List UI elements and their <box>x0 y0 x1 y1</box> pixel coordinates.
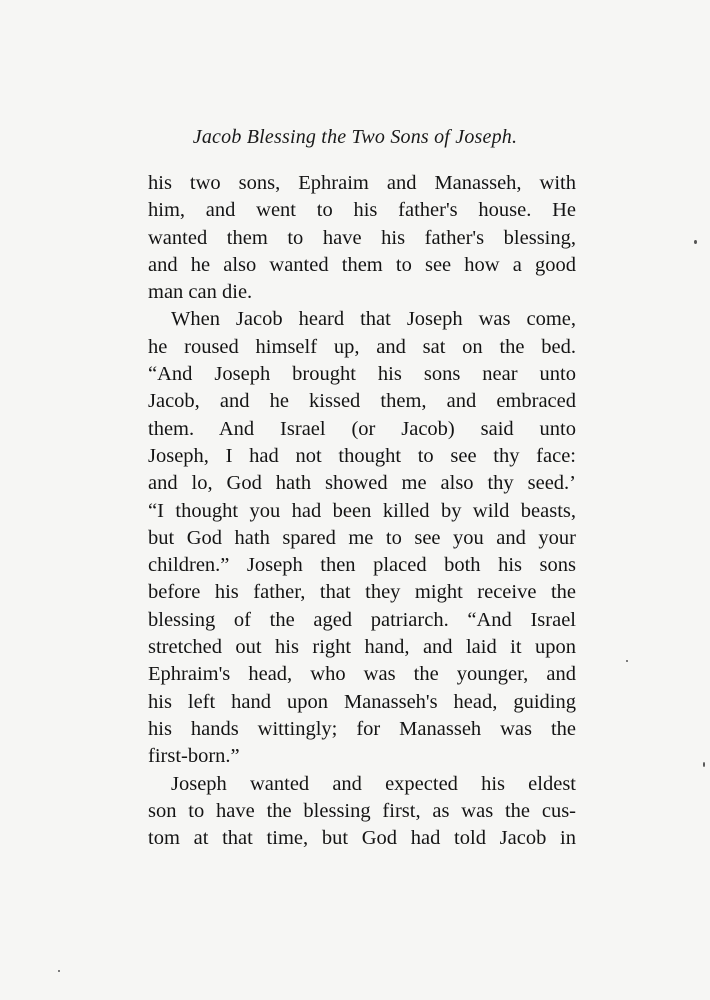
text-line: his two sons, Ephraim and Manasseh, with <box>148 172 576 194</box>
text-line: blessing of the aged patriarch. “And Israel <box>148 608 576 631</box>
text-line: he roused himself up, and sat on the bed. <box>148 335 576 358</box>
text-line: wanted them to have his father's blessing, <box>148 226 576 249</box>
text-line: Joseph wanted and expected his eldest <box>171 772 576 795</box>
text-line: his left hand upon Manasseh's head, guiding <box>148 690 576 713</box>
text-line: and lo, God hath showed me also thy seed.’ <box>148 472 576 495</box>
text-line: his hands wittingly; for Manasseh was the <box>148 717 576 740</box>
text-line: “I thought you had been killed by wild beasts, <box>148 499 576 522</box>
text-line: Jacob, and he kissed them, and embraced <box>148 390 576 413</box>
paragraph-2 <box>148 306 576 770</box>
text-line: but God hath spared me to see you and your <box>148 526 576 549</box>
print-speck <box>694 240 697 244</box>
print-speck <box>626 660 628 662</box>
paragraph-3 <box>148 771 576 853</box>
body-text <box>148 170 576 852</box>
text-line: son to have the blessing first, as was the cus- <box>148 799 576 822</box>
text-line: and he also wanted them to see how a good <box>148 253 576 276</box>
text-line: stretched out his right hand, and laid it upon <box>148 636 576 659</box>
paragraph-1 <box>148 170 576 306</box>
text-line: first-born.” <box>148 745 240 768</box>
text-line: children.” Joseph then placed both his sons <box>148 554 576 577</box>
text-line: When Jacob heard that Joseph was come, <box>171 308 576 331</box>
print-speck <box>703 762 705 767</box>
text-line: him, and went to his father's house. He <box>148 199 576 222</box>
text-line: them. And Israel (or Jacob) said unto <box>148 417 576 440</box>
text-line: tom at that time, but God had told Jacob in <box>148 827 576 850</box>
text-line: Ephraim's head, who was the younger, and <box>148 663 576 686</box>
text-line: “And Joseph brought his sons near unto <box>148 363 576 386</box>
running-head: Jacob Blessing the Two Sons of Joseph. <box>192 126 518 148</box>
print-speck <box>58 970 60 972</box>
text-line: Joseph, I had not thought to see thy face: <box>148 444 576 467</box>
text-line: man can die. <box>148 281 253 304</box>
text-line: before his father, that they might receive the <box>148 581 576 604</box>
